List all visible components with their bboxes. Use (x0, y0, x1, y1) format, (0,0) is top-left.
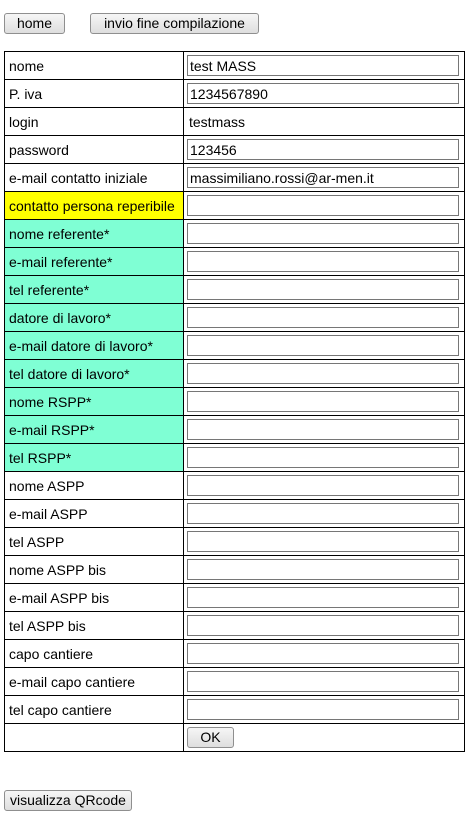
e-mail-capo-cantiere-input[interactable] (187, 671, 459, 692)
tel-referente-input[interactable] (187, 279, 459, 300)
field-cell (184, 248, 465, 276)
field-cell (184, 528, 465, 556)
field-cell (184, 696, 465, 724)
field-cell (184, 136, 465, 164)
field-cell (184, 500, 465, 528)
form-body (5, 52, 465, 724)
submit-row-empty-cell (5, 724, 184, 752)
form-row-e-mail-aspp (5, 500, 465, 528)
field-cell (184, 80, 465, 108)
field-cell (184, 332, 465, 360)
field-label: e-mail ASPP bis (5, 584, 184, 612)
field-label: tel referente* (5, 276, 184, 304)
field-label: tel capo cantiere (5, 696, 184, 724)
form-row-e-mail-aspp-bis (5, 584, 465, 612)
field-label: e-mail ASPP (5, 500, 184, 528)
form-row-contatto-persona-reperibile (5, 192, 465, 220)
form-row-tel-capo-cantiere (5, 696, 465, 724)
tel-capo-cantiere-input[interactable] (187, 699, 459, 720)
form-row-e-mail-capo-cantiere (5, 668, 465, 696)
field-cell (184, 612, 465, 640)
field-label: tel ASPP (5, 528, 184, 556)
form-row-tel-referente (5, 276, 465, 304)
field-cell (184, 388, 465, 416)
form-row-capo-cantiere (5, 640, 465, 668)
e-mail-aspp-input[interactable] (187, 503, 459, 524)
field-label: nome (5, 52, 184, 80)
field-cell (184, 220, 465, 248)
field-cell (184, 108, 465, 136)
submit-row (5, 724, 465, 752)
form-row-e-mail-contatto-iniziale (5, 164, 465, 192)
ok-button[interactable]: OK (187, 727, 234, 748)
home-button[interactable]: home (4, 13, 65, 34)
form-row-nome (5, 52, 465, 80)
field-label: e-mail RSPP* (5, 416, 184, 444)
e-mail-datore-di-lavoro-input[interactable] (187, 335, 459, 356)
field-cell (184, 52, 465, 80)
visualizza-qrcode-button[interactable]: visualizza QRcode (4, 790, 132, 811)
e-mail-referente-input[interactable] (187, 251, 459, 272)
tel-datore-di-lavoro-input[interactable] (187, 363, 459, 384)
form-row-nome-referente (5, 220, 465, 248)
field-label: tel ASPP bis (5, 612, 184, 640)
field-label: e-mail capo cantiere (5, 668, 184, 696)
field-cell (184, 556, 465, 584)
form-row-password (5, 136, 465, 164)
field-label: nome ASPP (5, 472, 184, 500)
field-label: capo cantiere (5, 640, 184, 668)
form-row-e-mail-datore-di-lavoro (5, 332, 465, 360)
e-mail-contatto-iniziale-input[interactable] (187, 167, 459, 188)
tel-rspp-input[interactable] (187, 447, 459, 468)
form-row-tel-aspp (5, 528, 465, 556)
field-label: password (5, 136, 184, 164)
field-cell (184, 416, 465, 444)
form-row-nome-aspp-bis (5, 556, 465, 584)
e-mail-rspp-input[interactable] (187, 419, 459, 440)
field-label: tel RSPP* (5, 444, 184, 472)
capo-cantiere-input[interactable] (187, 643, 459, 664)
form-row-e-mail-referente (5, 248, 465, 276)
nome-aspp-input[interactable] (187, 475, 459, 496)
nome-rspp-input[interactable] (187, 391, 459, 412)
field-label: login (5, 108, 184, 136)
form-row-nome-aspp (5, 472, 465, 500)
field-cell (184, 444, 465, 472)
form-row-tel-datore-di-lavoro (5, 360, 465, 388)
field-cell (184, 668, 465, 696)
field-label: P. iva (5, 80, 184, 108)
nome-referente-input[interactable] (187, 223, 459, 244)
field-cell (184, 360, 465, 388)
field-cell (184, 584, 465, 612)
invio-fine-compilazione-button[interactable]: invio fine compilazione (90, 13, 259, 34)
form-row-login (5, 108, 465, 136)
login-value: testmass (189, 113, 246, 130)
company-form-table (4, 51, 465, 752)
field-label: nome RSPP* (5, 388, 184, 416)
field-cell (184, 640, 465, 668)
nome-aspp-bis-input[interactable] (187, 559, 459, 580)
form-row-p-iva (5, 80, 465, 108)
field-label: tel datore di lavoro* (5, 360, 184, 388)
password-input[interactable] (187, 139, 459, 160)
field-label: contatto persona reperibile (5, 192, 184, 220)
form-row-e-mail-rspp (5, 416, 465, 444)
field-cell (184, 304, 465, 332)
field-cell (184, 472, 465, 500)
field-label: e-mail contatto iniziale (5, 164, 184, 192)
form-row-datore-di-lavoro (5, 304, 465, 332)
e-mail-aspp-bis-input[interactable] (187, 587, 459, 608)
form-row-nome-rspp (5, 388, 465, 416)
field-label: e-mail datore di lavoro* (5, 332, 184, 360)
field-label: datore di lavoro* (5, 304, 184, 332)
submit-cell (184, 724, 465, 752)
tel-aspp-input[interactable] (187, 531, 459, 552)
form-row-tel-rspp (5, 444, 465, 472)
field-cell (184, 164, 465, 192)
field-label: nome referente* (5, 220, 184, 248)
field-label: nome ASPP bis (5, 556, 184, 584)
tel-aspp-bis-input[interactable] (187, 615, 459, 636)
nome-input[interactable] (187, 55, 459, 76)
field-cell (184, 192, 465, 220)
field-cell (184, 276, 465, 304)
p-iva-input[interactable] (187, 83, 459, 104)
form-row-tel-aspp-bis (5, 612, 465, 640)
field-label: e-mail referente* (5, 248, 184, 276)
datore-di-lavoro-input[interactable] (187, 307, 459, 328)
contatto-persona-reperibile-input[interactable] (187, 195, 459, 216)
